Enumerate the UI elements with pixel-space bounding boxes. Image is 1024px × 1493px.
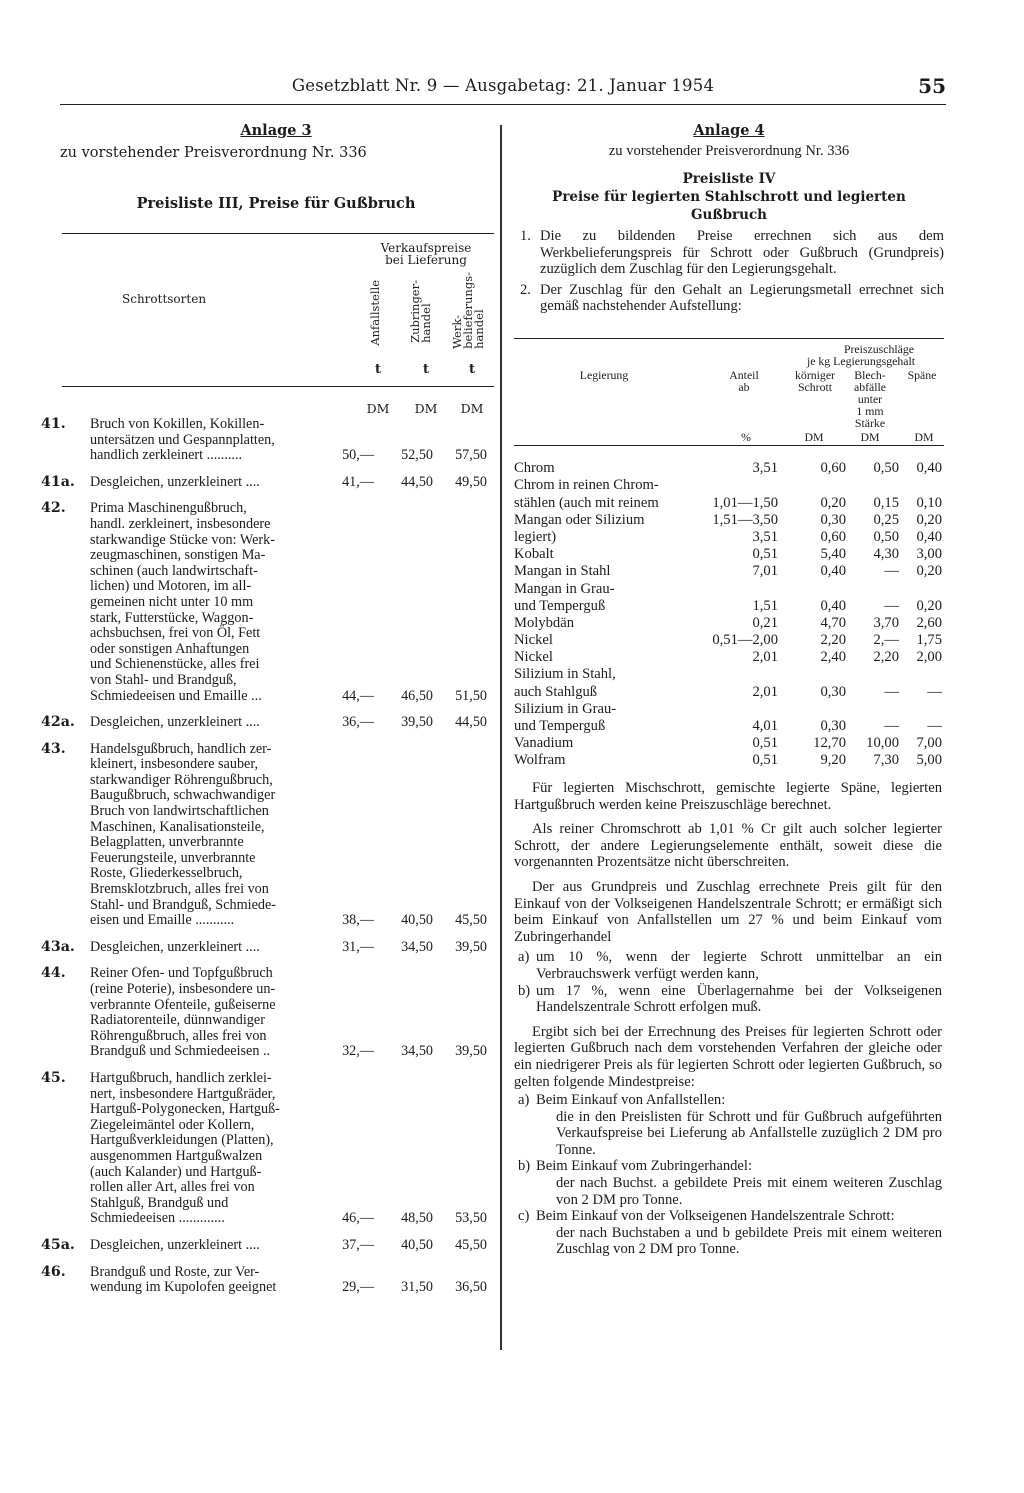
scrap-item: [41, 1263, 494, 1296]
alloy-name: und Temperguß: [514, 718, 606, 734]
alloy-name: Kobalt: [514, 546, 554, 563]
scrap-item: [41, 938, 494, 956]
surcharge-chips: 0,20: [916, 563, 942, 580]
share-from: 0,51: [752, 735, 778, 752]
alloy-name: auch Stahlguß: [514, 683, 598, 700]
surcharge-sheet: —: [884, 718, 899, 734]
surcharge-granular: 4,70: [820, 614, 846, 631]
scrap-item: [41, 740, 494, 929]
blechabfaelle-header: Blech- abfälle unter 1 mm Stärke: [853, 368, 887, 430]
surcharge-chips: —: [927, 718, 942, 734]
table-row: [514, 477, 944, 494]
item-description: Desgleichen, unzerkleinert ....: [90, 714, 260, 731]
price-werkbelieferung: 39,50: [455, 1043, 487, 1060]
share-from: 0,51—2,00: [712, 632, 778, 649]
price-anfallstelle: 41,—: [342, 473, 374, 490]
surcharge-chips: 0,40: [916, 528, 942, 545]
alloy-name: Chrom: [514, 460, 555, 477]
item-description: Desgleichen, unzerkleinert ....: [90, 938, 260, 955]
surcharge-sheet: 4,30: [873, 546, 899, 563]
share-from: 0,51: [752, 546, 778, 563]
price-werkbelieferung: 44,50: [455, 714, 487, 731]
surcharge-granular: 2,20: [820, 632, 846, 649]
price-zubringerhandel: 34,50: [401, 938, 433, 955]
text-grundpreis: Der aus Grundpreis und Zuschlag errechnete Preis gilt für den Einkauf von der Volkseigenen Handelszentrale Schrott; er ermäßigt sich beim Einkauf von Anfallstellen um 27 % und beim Einkauf vom Zubringerhandel: [514, 878, 942, 945]
price-table-3: [41, 233, 494, 1307]
alloy-name: stählen (auch mit reinem: [514, 494, 659, 511]
price-werkbelieferung: 45,50: [455, 1236, 487, 1253]
surcharge-chips: 2,60: [916, 614, 942, 631]
anlage-4-subtitle: zu vorstehender Preisverordnung Nr. 336: [608, 143, 850, 159]
surcharge-granular: 0,60: [820, 528, 846, 545]
item-description: Desgleichen, unzerkleinert ....: [90, 473, 260, 490]
price-zubringerhandel: 52,50: [401, 447, 433, 464]
scrap-item: [41, 965, 494, 1060]
list-item-b-zubringer: b) Beim Einkauf vom Zubringerhandel: der nach Buchst. a gebildete Preis mit einem weiteren Zuschlag von 2 DM pro Tonne.: [518, 1158, 942, 1208]
surcharge-sheet: 2,—: [873, 632, 899, 649]
list-item-b-17: b) um 17 %, wenn eine Überlagernahme bei der Volkseigenen Handelszentrale Schrott erfolgen muß.: [518, 982, 942, 1016]
surcharge-granular: 0,30: [820, 511, 846, 528]
price-anfallstelle: 46,—: [342, 1210, 374, 1227]
item-number: 46.: [41, 1263, 66, 1280]
legierung-header: Legierung: [579, 368, 629, 382]
anlage-3-heading: Anlage 3: [240, 122, 312, 139]
price-zubringerhandel: 31,50: [401, 1279, 433, 1296]
surcharge-granular: 0,60: [820, 460, 846, 477]
anlage-3-subtitle: zu vorstehender Preisverordnung Nr. 336: [60, 145, 367, 161]
surcharge-granular: 0,30: [820, 718, 846, 734]
price-werkbelieferung: 57,50: [455, 447, 487, 464]
surcharge-sheet: 7,30: [873, 752, 899, 769]
price-anfallstelle: 32,—: [342, 1043, 374, 1060]
scrap-item: [41, 1069, 494, 1227]
alloy-name: Nickel: [514, 649, 553, 666]
scrap-item: [41, 473, 494, 491]
price-zubringerhandel: 34,50: [401, 1043, 433, 1060]
right-body-text: [514, 780, 942, 1258]
left-column: [60, 118, 492, 212]
surcharge-chips: 0,20: [916, 511, 942, 528]
price-zubringerhandel: 40,50: [401, 912, 433, 929]
text-mischschrott: Für legierten Mischschrott, gemischte legierte Späne, legierten Hartgußbruch werden keine Preiszuschläge berechnet.: [514, 780, 942, 813]
page-number: 55: [918, 74, 946, 98]
alloy-name: Molybdän: [514, 614, 574, 631]
price-anfallstelle: 36,—: [342, 714, 374, 731]
table-row: [514, 735, 944, 752]
preisliste-4-title: Preisliste IV Preise für legierten Stahlschrott und legierten Gußbruch: [552, 171, 906, 223]
item-description: Handelsgußbruch, handlich zer- kleinert, insbesondere sauber, starkwandiger Röhrengußbruch, Baugußbruch, schwachwandiger Bruch von landwirtschaftlichen Maschinen, Kanalisationsteile, Belagplatten, unverbrannte Feuerungsteile, unverbrannte Roste, Gliederkesselbruch, Bremsklotzbruch, alles frei von Stahl- und Brandguß, Schmiede- eisen und Emaille ...........: [90, 740, 276, 929]
verkaufspreise-header: Verkaufspreise bei Lieferung: [380, 241, 472, 267]
alloy-name: Mangan in Stahl: [514, 563, 611, 580]
spaene-header: Späne: [907, 368, 937, 382]
text-mindestpreise: Ergibt sich bei der Errechnung des Preises für legierten Schrott oder legierten Gußbruch nach dem vorstehenden Verfahren der gleiche oder ein niedrigerer Preis als für legierten Schrott oder legierten Gußbruch, so gelten folgende Mindestpreise:: [514, 1023, 942, 1090]
share-from: 1,51: [752, 597, 778, 614]
alloy-name: Mangan oder Silizium: [514, 511, 645, 528]
surcharge-chips: 1,75: [916, 632, 942, 649]
dm-label: DM: [460, 401, 484, 416]
surcharge-granular: 2,40: [820, 649, 846, 666]
alloy-rows: [514, 460, 944, 769]
surcharge-sheet: 0,50: [873, 460, 899, 477]
anlage-4-heading: Anlage 4: [693, 122, 765, 139]
share-from: 0,51: [752, 752, 778, 769]
price-werkbelieferung: 39,50: [455, 938, 487, 955]
item-number: 42.: [41, 500, 66, 517]
unit-t-3: t: [468, 362, 475, 377]
alloy-name: Vanadium: [514, 735, 574, 752]
surcharge-granular: 0,30: [820, 683, 846, 700]
surcharge-sheet: —: [884, 683, 899, 700]
scrap-item: [41, 416, 494, 464]
surcharge-granular: 0,40: [820, 563, 846, 580]
preiszuschlaege-header: Preiszuschläge: [843, 342, 915, 356]
table-row: [514, 563, 944, 580]
column-divider: [500, 125, 502, 1350]
right-column: [514, 118, 944, 315]
table-row: [514, 598, 944, 615]
table-row: [514, 683, 944, 700]
surcharge-granular: 0,20: [820, 494, 846, 511]
scrap-item: [41, 1236, 494, 1254]
share-from: 0,21: [752, 614, 778, 631]
scrap-item: [41, 500, 494, 704]
price-anfallstelle: 31,—: [342, 938, 374, 955]
price-werkbelieferung: 45,50: [455, 912, 487, 929]
dm-label: DM: [366, 401, 390, 416]
surcharge-granular: 0,40: [820, 597, 846, 614]
table-row: [514, 649, 944, 666]
dm-unit: DM: [914, 430, 934, 444]
surcharge-sheet: 0,50: [873, 528, 899, 545]
surcharge-chips: 0,40: [916, 460, 942, 477]
price-werkbelieferung: 36,50: [455, 1279, 487, 1296]
price-zubringerhandel: 39,50: [401, 714, 433, 731]
alloy-name: legiert): [514, 528, 557, 545]
price-werkbelieferung: 49,50: [455, 473, 487, 490]
table-row: [514, 512, 944, 529]
table-row: [514, 580, 944, 597]
table-row: [514, 546, 944, 563]
alloy-name: Silizium in Stahl,: [514, 666, 616, 683]
paragraph-1: 1. Die zu bildenden Preise errechnen sich aus dem Werkbelieferungspreis für Schrott oder Gußbruch (Grundpreis) zuzüglich dem Zuschlag für den Legierungsgehalt.: [520, 228, 944, 277]
item-number: 43a.: [41, 938, 75, 955]
alloy-name: und Temperguß: [514, 597, 606, 614]
item-description: Reiner Ofen- und Topfgußbruch (reine Poterie), insbesondere un- verbrannte Ofenteile, gußeiserne Radiatorenteile, dünnwandiger Röhrengußbruch, alles frei von Brandguß und Schmiedeeisen ..: [90, 965, 276, 1060]
surcharge-chips: 3,00: [916, 546, 942, 563]
table-row: [514, 752, 944, 769]
table-row: [514, 460, 944, 477]
col-anfallstelle: Anfallstelle: [368, 280, 382, 346]
surcharge-chips: 5,00: [916, 752, 942, 769]
page-header: [60, 74, 946, 105]
header-title: Gesetzblatt Nr. 9 — Ausgabetag: 21. Januar 1954: [291, 76, 715, 95]
unit-t-1: t: [374, 362, 381, 377]
surcharge-chips: 2,00: [916, 649, 942, 666]
table-row: [514, 494, 944, 511]
je-kg-header: je kg Legierungsgehalt: [806, 354, 916, 368]
surcharge-granular: 9,20: [820, 752, 846, 769]
alloy-name: Silizium in Grau-: [514, 700, 617, 717]
table-row: [514, 529, 944, 546]
price-werkbelieferung: 51,50: [455, 687, 487, 704]
surcharge-sheet: —: [884, 563, 899, 580]
share-from: 2,01: [752, 649, 778, 666]
col-werkbelieferungshandel: Werk- belieferungs- handel: [450, 272, 486, 349]
item-number: 41.: [41, 416, 66, 432]
price-anfallstelle: 37,—: [342, 1236, 374, 1253]
table-row: [514, 615, 944, 632]
percent-unit: %: [741, 430, 751, 444]
share-from: 3,51: [752, 460, 778, 477]
table-header: [62, 233, 494, 387]
share-from: 1,01—1,50: [712, 494, 778, 511]
item-number: 45a.: [41, 1236, 75, 1253]
table-row: [514, 718, 944, 735]
surcharge-chips: 0,20: [916, 597, 942, 614]
alloy-name: Mangan in Grau-: [514, 580, 615, 597]
surcharge-sheet: —: [884, 597, 899, 614]
surcharge-chips: —: [927, 683, 942, 700]
share-from: 1,51—3,50: [712, 511, 778, 528]
item-description: Brandguß und Roste, zur Ver- wendung im Kupolofen geeignet: [90, 1263, 277, 1296]
share-from: 2,01: [752, 683, 778, 700]
alloy-name: Wolfram: [514, 752, 566, 769]
list-item-c-handelszentrale: c) Beim Einkauf von der Volkseigenen Handelszentrale Schrott: der nach Buchstaben a und b gebildete Preis mit einem weiteren Zuschlag von 2 DM pro Tonne.: [518, 1208, 942, 1258]
price-anfallstelle: 29,—: [342, 1279, 374, 1296]
alloy-table-header: [514, 338, 944, 446]
price-anfallstelle: 50,—: [342, 447, 374, 464]
price-anfallstelle: 38,—: [342, 912, 374, 929]
share-from: 3,51: [752, 528, 778, 545]
price-zubringerhandel: 46,50: [401, 687, 433, 704]
alloy-name: Chrom in reinen Chrom-: [514, 477, 659, 494]
scrap-items-list: [41, 416, 494, 1296]
surcharge-granular: 12,70: [813, 735, 846, 752]
price-zubringerhandel: 40,50: [401, 1236, 433, 1253]
dm-unit: DM: [860, 430, 880, 444]
item-number: 43.: [41, 740, 66, 757]
alloy-surcharge-table: [514, 338, 944, 769]
price-anfallstelle: 44,—: [342, 687, 374, 704]
surcharge-sheet: 0,15: [873, 494, 899, 511]
dm-label: DM: [414, 401, 438, 416]
table-row: [514, 666, 944, 683]
item-number: 44.: [41, 965, 66, 982]
item-number: 45.: [41, 1069, 66, 1086]
item-number: 41a.: [41, 473, 75, 490]
item-description: Desgleichen, unzerkleinert ....: [90, 1236, 260, 1253]
share-from: 4,01: [752, 718, 778, 734]
dm-unit: DM: [804, 430, 824, 444]
price-werkbelieferung: 53,50: [455, 1210, 487, 1227]
item-description: Hartgußbruch, handlich zerklei- nert, insbesondere Hartgußräder, Hartguß-Polygonecken, Hartguß- Ziegeleimäntel oder Kollern, Hartgußverkleidungen (Platten), ausgenommen Hartgußwalzen (auch Kalander) und Hartguß- rollen aller Art, alles frei von Stahlguß, Brandguß und Schmiedeeisen .............: [90, 1069, 280, 1227]
col-zubringerhandel: Zubringer- handel: [408, 280, 433, 343]
text-chromschrott: Als reiner Chromschrott ab 1,01 % Cr gilt auch solcher legierter Schrott, der andere Legierungselemente enthält, soweit diese die vorgenannten Prozentsätze nicht überschreiten.: [514, 821, 942, 871]
share-from: 7,01: [752, 563, 778, 580]
scrap-item: [41, 714, 494, 731]
price-zubringerhandel: 44,50: [401, 473, 433, 490]
koerniger-schrott-header: körniger Schrott: [795, 368, 835, 394]
alloy-name: Nickel: [514, 632, 553, 649]
price-zubringerhandel: 48,50: [401, 1210, 433, 1227]
anteil-header: Anteil ab: [729, 368, 759, 394]
surcharge-sheet: 10,00: [866, 735, 899, 752]
surcharge-sheet: 3,70: [873, 614, 899, 631]
surcharge-chips: 0,10: [916, 494, 942, 511]
surcharge-sheet: 0,25: [873, 511, 899, 528]
currency-row: [62, 387, 494, 417]
unit-t-2: t: [422, 362, 429, 377]
surcharge-sheet: 2,20: [873, 649, 899, 666]
item-number: 42a.: [41, 714, 75, 731]
preisliste-3-title: Preisliste III, Preise für Gußbruch: [136, 195, 416, 212]
list-item-a-anfallstellen: a) Beim Einkauf von Anfallstellen: die in den Preislisten für Schrott und für Gußbruch aufgeführten Verkaufspreise bei Lieferung ab Anfallstelle zuzüglich 2 DM pro Tonne.: [518, 1092, 942, 1158]
surcharge-chips: 7,00: [916, 735, 942, 752]
paragraph-2: 2. Der Zuschlag für den Gehalt an Legierungsmetall errechnet sich gemäß nachstehender Aufstellung:: [520, 281, 944, 314]
table-row: [514, 632, 944, 649]
item-description: Bruch von Kokillen, Kokillen- untersätzen und Gespannplatten, handlich zerkleinert ..........: [90, 416, 275, 464]
item-description: Prima Maschinengußbruch, handl. zerkleinert, insbesondere starkwandige Stücke von: Werk- zeugmaschinen, sonstigen Ma- schinen (auch landwirtschaft- lichen) und Motoren, im all- gemeinen nicht unter 10 mm stark, Futterstücke, Waggon- achsbuchsen, frei von Öl, Fett oder sonstigen Anhaftungen und Schienenstücke, alles frei von Stahl- und Brandguß, Schmiedeeisen und Emaille ...: [90, 500, 275, 704]
schrottsorten-header: Schrottsorten: [122, 292, 207, 306]
surcharge-granular: 5,40: [820, 546, 846, 563]
table-row: [514, 701, 944, 718]
list-item-a-10: a) um 10 %, wenn der legierte Schrott unmittelbar an ein Verbrauchswerk verfügt werden kann,: [518, 949, 942, 982]
